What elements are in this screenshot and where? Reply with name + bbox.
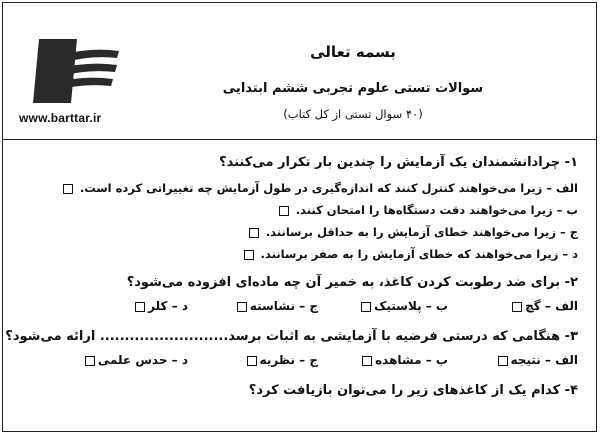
website-link[interactable]: www.barttar.ir bbox=[19, 111, 102, 125]
page-title: سوالات تستی علوم تجربی ششم ابتدایی bbox=[222, 81, 484, 96]
q1-option-b[interactable] bbox=[276, 203, 578, 217]
checkbox-icon[interactable] bbox=[63, 184, 73, 194]
q3-options-row bbox=[58, 353, 578, 371]
option-label: د – کلر bbox=[148, 299, 188, 313]
worksheet-page bbox=[2, 2, 597, 432]
option-label: ب – مشاهده bbox=[375, 353, 448, 367]
option-label: ج – نظریه bbox=[259, 353, 318, 367]
option-label: الف – نتیجه bbox=[510, 353, 578, 367]
checkbox-icon[interactable] bbox=[498, 356, 508, 366]
option-label: ج – نشاسته bbox=[249, 299, 318, 313]
q2-option-c[interactable] bbox=[234, 299, 318, 313]
checkbox-icon[interactable] bbox=[135, 302, 145, 312]
q1-option-c[interactable] bbox=[246, 225, 578, 239]
checkbox-icon[interactable] bbox=[247, 356, 257, 366]
q2-options-row bbox=[58, 299, 578, 317]
checkbox-icon[interactable] bbox=[512, 302, 522, 312]
option-label: د – حدس علمی bbox=[97, 353, 188, 367]
option-label: ب – زیرا می‌خواهند دقت دستگاه‌ها را امتحان کنند. bbox=[295, 203, 578, 217]
option-label: ب – پلاستیک bbox=[374, 299, 448, 313]
option-label: الف – زیرا می‌خواهند کنترل کنند که اندازه‌گیری در طول آزمایش چه تغییراتی کرده است. bbox=[79, 181, 578, 195]
q3-option-c[interactable] bbox=[244, 353, 318, 367]
checkbox-icon[interactable] bbox=[237, 302, 247, 312]
q3-option-a[interactable] bbox=[495, 353, 579, 367]
checkbox-icon[interactable] bbox=[244, 250, 254, 260]
q2-option-d[interactable] bbox=[132, 299, 188, 313]
header-divider bbox=[3, 139, 596, 140]
q1-option-d[interactable] bbox=[241, 247, 578, 261]
checkbox-icon[interactable] bbox=[361, 302, 371, 312]
q2-option-a[interactable] bbox=[509, 299, 578, 313]
question-1: ۱- چرادانشمندان یک آزمایش را چندین بار تکرار می‌کنند؟ bbox=[219, 155, 578, 170]
barttar-logo-icon bbox=[31, 33, 121, 108]
bismillah-heading: بسمه تعالی bbox=[310, 43, 396, 61]
checkbox-icon[interactable] bbox=[85, 356, 95, 366]
option-label: الف – گچ bbox=[525, 299, 578, 313]
q2-option-b[interactable] bbox=[358, 299, 448, 313]
question-2: ۲- برای ضد رطوبت کردن کاغذ، به خمیر آن چه ماده‌ای افزوده می‌شود؟ bbox=[126, 275, 578, 290]
q3-option-d[interactable] bbox=[82, 353, 188, 367]
q3-option-b[interactable] bbox=[359, 353, 448, 367]
q1-option-a[interactable] bbox=[60, 181, 578, 195]
checkbox-icon[interactable] bbox=[362, 356, 372, 366]
option-label: د – زیرا می‌خواهند که خطای آزمایش را به صفر برسانند. bbox=[260, 247, 578, 261]
question-3: ۳- هنگامی که درستی فرضیه با آزمایشی به اثبات برسد.......................... ارائه می‌شود؟ bbox=[5, 329, 578, 344]
page-subtitle: (۴۰ سوال تستی از کل کتاب) bbox=[283, 107, 423, 121]
question-4: ۴- کدام یک از کاغذهای زیر را می‌توان بازیافت کرد؟ bbox=[248, 383, 578, 398]
checkbox-icon[interactable] bbox=[279, 206, 289, 216]
option-label: ج – زیرا می‌خواهند خطای آزمایش را به حداقل برسانند. bbox=[265, 225, 578, 239]
checkbox-icon[interactable] bbox=[249, 228, 259, 238]
